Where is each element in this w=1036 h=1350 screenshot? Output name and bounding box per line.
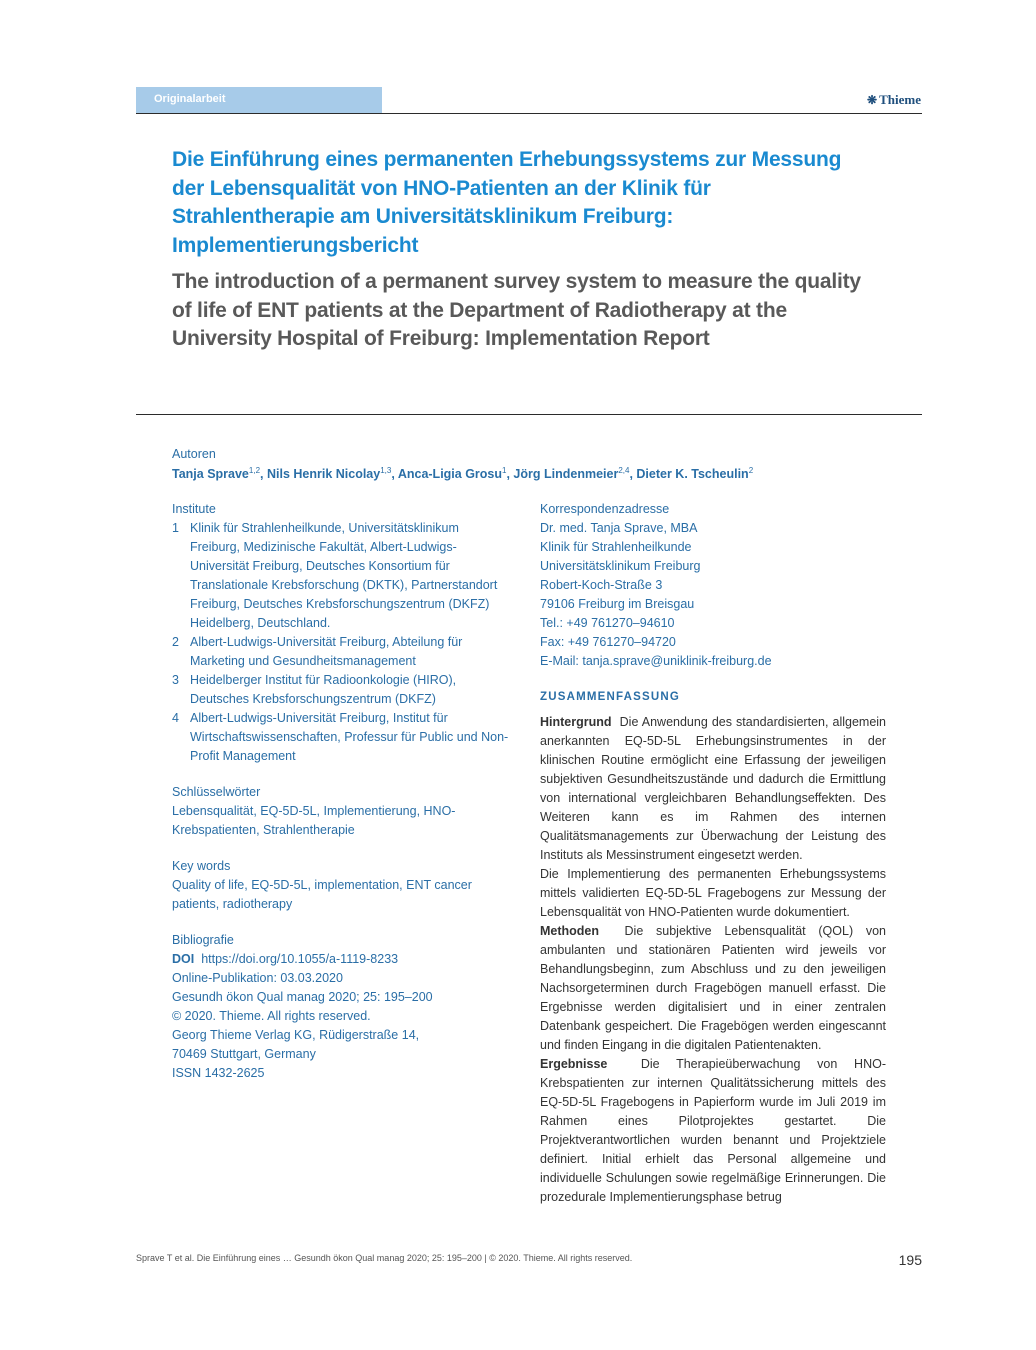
abstract-body bbox=[540, 713, 886, 1207]
correspondence-email[interactable]: E-Mail: tanja.sprave@uniklinik-freiburg.de bbox=[540, 654, 772, 668]
author-affiliation: 2 bbox=[748, 466, 754, 475]
bibliography-line: © 2020. Thieme. All rights reserved. bbox=[172, 1009, 371, 1023]
thieme-emblem-icon: ❋ bbox=[867, 93, 878, 107]
article-title-english: The introduction of a permanent survey system to measure the quality of life of ENT patients at the Department of Radiotherapy at the University Hospital of Freiburg: Implementation Report bbox=[172, 270, 861, 350]
bibliography-line: 70469 Stuttgart, Germany bbox=[172, 1047, 316, 1061]
keywords-en-label: Key words bbox=[172, 859, 231, 873]
abstract-text: Die Anwendung des standardisierten, allgemein anerkannten EQ-5D-5L Erhebungsinstrumentes in der klinischen Routine ermöglicht eine Erfassung der jeweiligen subjektiven Gesundheitszustände und dadurch die Ermittlung von international vergleichbaren Behandlungseffekten. Des Weiteren kann es im Rahmen des internen Qualitätsmanagements zur Überwachung der Leistung des Instituts als Messinstrument eingesetzt werden. bbox=[540, 715, 886, 862]
author-separator: , bbox=[629, 467, 637, 482]
article-title-german: Die Einführung eines permanenten Erhebungssystems zur Messung der Lebensqualität von HNO-Patienten an der Klinik für Strahlentherapie am Universitätsklinikum Freiburg: Implementierungsbericht bbox=[172, 148, 842, 257]
correspondence-line: Dr. med. Tanja Sprave, MBA bbox=[540, 521, 698, 535]
correspondence-line: Robert-Koch-Straße 3 bbox=[540, 578, 663, 592]
institute-item bbox=[172, 519, 512, 633]
author-name: Anca-Ligia Grosu bbox=[397, 467, 503, 482]
keywords-en: Quality of life, EQ-5D-5L, implementation, ENT cancer patients, radiotherapy bbox=[172, 878, 472, 911]
institutes-label: Institute bbox=[172, 502, 216, 516]
abstract-text: Die Therapieüberwachung von HNO-Krebspatienten zur internen Qualitätssicherung mittels des EQ-5D-5L Fragebogens in Papierform wurde im Juli 2019 im Rahmen eines Pilotprojektes gestartet. Die Projektverantwortlichen wurden benannt und Projektziele definiert. Initial erhielt das Personal allgemeine und individuelle Schulungen sowie regelmäßige Erinnerungen. Die prozedurale Implementierungsphase betrug bbox=[540, 1057, 886, 1204]
abstract-paragraph bbox=[540, 865, 886, 922]
correspondence-line: Fax: +49 761270–94720 bbox=[540, 635, 676, 649]
bibliography-block bbox=[172, 931, 512, 1083]
publisher-logo bbox=[867, 92, 921, 108]
author-name: Tanja Sprave bbox=[172, 467, 249, 482]
abstract-section-label: Methoden bbox=[540, 924, 600, 938]
right-column bbox=[540, 500, 886, 1207]
doi-line bbox=[172, 950, 512, 969]
correspondence-line: 79106 Freiburg im Breisgau bbox=[540, 597, 695, 611]
page-number: 195 bbox=[898, 1252, 922, 1268]
publisher-name: Thieme bbox=[879, 92, 921, 107]
authors-label: Autoren bbox=[172, 447, 216, 461]
doi-link[interactable]: https://doi.org/10.1055/a-1119-8233 bbox=[201, 952, 399, 966]
bibliography-label: Bibliografie bbox=[172, 933, 234, 947]
correspondence-line: Universitätsklinikum Freiburg bbox=[540, 559, 701, 573]
bibliography-line: Georg Thieme Verlag KG, Rüdigerstraße 14, bbox=[172, 1028, 420, 1042]
institute-number: 2 bbox=[172, 635, 179, 649]
author-affiliation: 2,4 bbox=[618, 466, 630, 475]
abstract-heading: ZUSAMMENFASSUNG bbox=[540, 691, 681, 703]
keywords-de-block bbox=[172, 783, 512, 840]
institute-item bbox=[172, 709, 512, 766]
author-affiliation: 1 bbox=[502, 466, 507, 475]
institute-text: Heidelberger Institut für Radioonkologie (HIRO), Deutsches Krebsforschungszentrum (DKFZ) bbox=[190, 673, 457, 706]
author-list bbox=[172, 466, 753, 481]
author-name: Nils Henrik Nicolay bbox=[266, 467, 381, 482]
abstract-section-label: Hintergrund bbox=[540, 715, 612, 729]
correspondence-line: Tel.: +49 761270–94610 bbox=[540, 616, 675, 630]
abstract-paragraph bbox=[540, 922, 886, 1055]
footer-citation: Sprave T et al. Die Einführung eines … Gesundh ökon Qual manag 2020; 25: 195–200 | © 2020. Thieme. All rights reserved. bbox=[136, 1253, 633, 1263]
abstract-text: Die Implementierung des permanenten Erhebungssystems mittels validierten EQ-5D-5L Fragebogens zur Messung der Lebensqualität von HNO-Patienten wurde dokumentiert. bbox=[540, 867, 886, 919]
institute-text: Albert-Ludwigs-Universität Freiburg, Abteilung für Marketing und Gesundheitsmanagement bbox=[190, 635, 463, 668]
author-name: Dieter K. Tscheulin bbox=[636, 467, 749, 482]
institute-text: Albert-Ludwigs-Universität Freiburg, Institut für Wirtschaftswissenschaften, Professur für Public und Non-Profit Management bbox=[190, 711, 509, 763]
abstract-text: Die subjektive Lebensqualität (QOL) von ambulanten und stationären Patienten wird jeweils vor Behandlungsbeginn, zum Abschluss und zu den jeweiligen Nachsorgeterminen durch Fragebögen manuell erfasst. Die Ergebnisse werden digitalisiert und in einer zentralen Datenbank gespeichert. Die Fragebögen werden eingescannt und finden Eingang in die digitalen Patientenakten. bbox=[540, 924, 886, 1052]
institutes-list bbox=[172, 519, 512, 766]
keywords-en-block bbox=[172, 857, 512, 914]
keywords-de: Lebensqualität, EQ-5D-5L, Implementierung, HNO-Krebspatienten, Strahlentherapie bbox=[172, 804, 456, 837]
institute-item bbox=[172, 671, 512, 709]
abstract-section-label: Ergebnisse bbox=[540, 1057, 608, 1071]
keywords-de-label: Schlüsselwörter bbox=[172, 785, 261, 799]
author-separator: , bbox=[391, 467, 398, 482]
institute-number: 4 bbox=[172, 711, 179, 725]
institute-number: 3 bbox=[172, 673, 179, 687]
institute-item bbox=[172, 633, 512, 671]
author-separator: , bbox=[506, 467, 514, 482]
left-column bbox=[172, 500, 512, 1083]
author-affiliation: 1,2 bbox=[248, 466, 261, 475]
author-name: Jörg Lindenmeier bbox=[513, 467, 619, 482]
author-separator: , bbox=[260, 467, 267, 482]
institute-number: 1 bbox=[172, 521, 179, 535]
section-tag: Originalarbeit bbox=[136, 87, 382, 113]
abstract-paragraph bbox=[540, 713, 886, 865]
bibliography-line: ISSN 1432-2625 bbox=[172, 1066, 265, 1080]
header-rule bbox=[136, 113, 922, 114]
bibliography-line: Gesundh ökon Qual manag 2020; 25: 195–200 bbox=[172, 990, 433, 1004]
doi-label: DOI bbox=[172, 952, 195, 966]
correspondence-label: Korrespondenzadresse bbox=[540, 502, 670, 516]
correspondence-line: Klinik für Strahlenheilkunde bbox=[540, 540, 692, 554]
abstract-paragraph bbox=[540, 1055, 886, 1207]
bibliography-line: Online-Publikation: 03.03.2020 bbox=[172, 971, 343, 985]
title-rule bbox=[136, 414, 922, 415]
institute-text: Klinik für Strahlenheilkunde, Universitätsklinikum Freiburg, Medizinische Fakultät, Albert-Ludwigs-Universität Freiburg, Deutsches Konsortium für Translationale Krebsforschung (DKTK), Partnerstandort Freiburg, Deutsches Krebsforschungszentrum (DKFZ) Heidelberg, Deutschland. bbox=[190, 521, 498, 630]
author-affiliation: 1,3 bbox=[380, 466, 392, 475]
